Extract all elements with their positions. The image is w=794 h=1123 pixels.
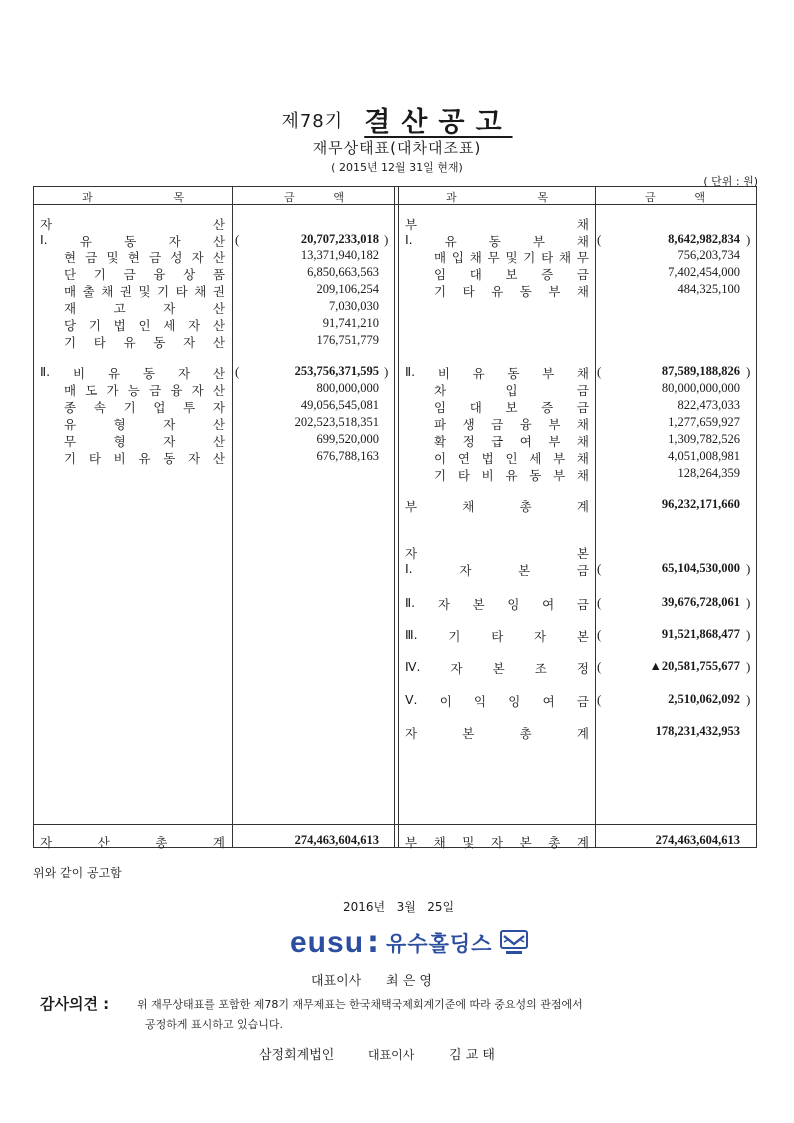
notice-title <box>0 100 794 139</box>
current-assets-label: Ⅰ. 유 동 자 산 <box>40 232 225 249</box>
total-assets-label: 자 산 총 계 <box>40 835 225 850</box>
total-liabilities-label: 부 채 총 계 <box>405 499 589 514</box>
total-liabilities-equity-amount: 274,463,604,613 <box>655 833 740 847</box>
liability-item-amount: 1,277,659,927 <box>668 415 740 429</box>
asset-item-amount: 49,056,545,081 <box>300 398 379 412</box>
noncurrent-assets-label: Ⅱ. 비 유 동 자 산 <box>40 364 225 381</box>
noncurrent-liabilities-label: Ⅱ. 비 유 동 부 채 <box>405 364 589 381</box>
equity-item-label: Ⅰ. 자 본 금 <box>405 561 589 578</box>
asset-item-amount: 676,788,163 <box>316 449 379 463</box>
document-title: 결산공고 <box>364 107 513 138</box>
asset-item-label: 종 속 기 업 투 자 <box>64 400 225 415</box>
liability-item-label: 기 타 유 동 부 채 <box>434 284 589 299</box>
liability-item-amount: 756,203,734 <box>677 248 740 262</box>
noncurrent-liabilities-amount: 87,589,188,826 <box>661 364 740 378</box>
as-of-date: ( 2015년 12월 31일 현재) <box>331 161 463 174</box>
total-equity-label: 자 본 총 계 <box>405 726 589 741</box>
current-liabilities-label: Ⅰ. 유 동 부 채 <box>405 232 589 249</box>
liability-item-amount: 1,309,782,526 <box>668 432 740 446</box>
company-logo: eusu : 유수홀딩스 <box>290 925 528 960</box>
auditor-role: 대표이사 <box>368 1048 415 1062</box>
noncurrent-assets-amount: 253,756,371,595 <box>294 364 379 378</box>
equity-item-amount: 39,676,728,061 <box>661 595 740 609</box>
asset-item-amount: 202,523,518,351 <box>294 415 379 429</box>
asset-item-label: 무 형 자 산 <box>64 434 225 449</box>
total-divider <box>34 824 756 825</box>
audit-opinion-line: 위 재무상태표를 포함한 제78기 재무제표는 한국채택국제회계기준에 따라 중요성의 관점에서 <box>137 998 583 1011</box>
total-liabilities-amount: 96,232,171,660 <box>661 497 740 511</box>
liability-item-label: 확 정 급 여 부 채 <box>434 434 589 449</box>
header-item-left: 과 목 <box>82 191 184 204</box>
asset-item-label: 당 기 법 인 세 자 산 <box>64 318 225 333</box>
balance-sheet-table: 과 목 금 액 과 목 금 액 자 산 Ⅰ. 유 동 자 산 ( 20,707,233,018 ) 현 금 및 현 금 성 자 산 13,371,940,182 단 기 금 융 상 품 6,850,663,563 매 출 채 권 및 기 타 채 권 209,106,254 재 고 자 산 7,030,030 당 기 법 인 세 자 산 91,741,210 기 타 유 동 자 산 176,751,779 Ⅱ. 비 유 동 자 산 ( 253,756,371,595 ) 매 도 가 능 금 융 자 산 800,000,000 종 속 기 업 투 자 49,056,545,081 유 형 자 산 202,523,518,351 무 형 자 산 699,520,000 기 타 비 유 동 자 산 676,788,163 자 산 총 계 274,463,604,613 부 채 Ⅰ. 유 동 부 채 ( 8,642,982,834 ) 매 입 채 무 및 기 타 채 무 756,203,734 임 대 보 증 금 7,402,454,000 기 타 유 동 부 채 484,325,100 Ⅱ. 비 유 동 부 채 ( 87,589,188,826 ) 차 입 금 80,000,000,000 임 대 보 증 금 822,473,033 파 생 금 융 부 채 1,277,659,927 확 정 급 여 부 채 1,309,782,526 이 연 법 인 세 부 채 4,051,008,981 기 타 비 유 동 부 채 128,264,359 부 채 총 계 96,232,171,660 자 본 Ⅰ. 자 본 금 ( 65,104,530,000 ) Ⅱ. 자 본 잉 여 금 ( 39,676,728,061 ) Ⅲ. 기 타 자 본 ( 91,521,868,477 ) Ⅳ. 자 본 조 정 ( ▲20,581,755,677 ) Ⅴ. 이 익 잉 여 금 ( 2,510,062,092 ) 자 본 총 계 178,231,432,953 부 채 및 자 본 총 계 274,463,604,613 <box>33 186 757 848</box>
logo-brand: eusu <box>290 925 365 959</box>
asset-item-amount: 800,000,000 <box>316 381 379 395</box>
asset-item-amount: 13,371,940,182 <box>300 248 379 262</box>
liability-item-amount: 822,473,033 <box>677 398 740 412</box>
liability-item-label: 이 연 법 인 세 부 채 <box>434 451 589 466</box>
header-amount-left: 금 액 <box>284 191 344 204</box>
equity-item-label: Ⅳ. 자 본 조 정 <box>405 659 589 676</box>
asset-item-amount: 91,741,210 <box>322 316 379 330</box>
header-item-right: 과 목 <box>446 191 548 204</box>
current-liabilities-amount: 8,642,982,834 <box>668 232 740 246</box>
assets-section-heading: 자 산 <box>40 217 225 232</box>
total-equity-amount: 178,231,432,953 <box>655 724 740 738</box>
equity-section-heading: 자 본 <box>405 546 589 561</box>
column-divider <box>595 187 596 847</box>
logo-company-name: 유수홀딩스 <box>386 931 493 956</box>
header-amount-right: 금 액 <box>645 191 705 204</box>
equity-item-amount: 65,104,530,000 <box>661 561 740 575</box>
asset-item-label: 기 타 유 동 자 산 <box>64 335 225 350</box>
ceo-signature-line: 대표이사 최 은 영 <box>311 974 432 989</box>
asset-item-label: 매 도 가 능 금 융 자 산 <box>64 383 225 398</box>
liability-item-label: 파 생 금 융 부 채 <box>434 417 589 432</box>
asset-item-label: 현 금 및 현 금 성 자 산 <box>64 250 225 265</box>
equity-item-amount: ▲20,581,755,677 <box>649 659 740 673</box>
liability-item-amount: 484,325,100 <box>677 282 740 296</box>
column-divider <box>394 187 395 847</box>
total-assets-amount: 274,463,604,613 <box>294 833 379 847</box>
liability-item-amount: 4,051,008,981 <box>668 449 740 463</box>
column-divider <box>398 187 399 847</box>
asset-item-amount: 6,850,663,563 <box>307 265 379 279</box>
audit-opinion-label: 감사의견 : <box>40 995 110 1013</box>
ship-emblem-icon <box>500 930 528 956</box>
asset-item-amount: 209,106,254 <box>316 282 379 296</box>
liability-item-label: 매 입 채 무 및 기 타 채 무 <box>434 250 589 265</box>
liabilities-section-heading: 부 채 <box>405 217 589 232</box>
current-assets-amount: 20,707,233,018 <box>300 232 379 246</box>
asset-item-amount: 176,751,779 <box>316 333 379 347</box>
asset-item-label: 단 기 금 융 상 품 <box>64 267 225 282</box>
liability-item-amount: 80,000,000,000 <box>661 381 740 395</box>
liability-item-label: 기 타 비 유 동 부 채 <box>434 468 589 483</box>
asset-item-label: 재 고 자 산 <box>64 301 225 316</box>
liability-item-amount: 7,402,454,000 <box>668 265 740 279</box>
equity-item-label: Ⅲ. 기 타 자 본 <box>405 627 589 644</box>
statement-subtitle: 재무상태표(대차대조표) <box>312 139 482 157</box>
asset-item-amount: 7,030,030 <box>329 299 379 313</box>
fiscal-period: 제78기 <box>281 111 344 132</box>
equity-item-amount: 2,510,062,092 <box>668 692 740 706</box>
auditor-firm: 삼정회계법인 <box>259 1048 335 1063</box>
unit-label: ( 단위 : 원) <box>703 175 758 188</box>
asset-item-label: 매 출 채 권 및 기 타 채 권 <box>64 284 225 299</box>
notice-statement: 위와 같이 공고함 <box>33 866 122 880</box>
asset-item-label: 유 형 자 산 <box>64 417 225 432</box>
auditor-name: 김 교 태 <box>449 1048 495 1063</box>
column-divider <box>232 187 233 847</box>
asset-item-label: 기 타 비 유 동 자 산 <box>64 451 225 466</box>
liability-item-label: 임 대 보 증 금 <box>434 400 589 415</box>
total-liabilities-equity-label: 부 채 및 자 본 총 계 <box>405 835 589 850</box>
audit-opinion-line: 공정하게 표시하고 있습니다. <box>145 1018 284 1031</box>
asset-item-amount: 699,520,000 <box>316 432 379 446</box>
liability-item-label: 차 입 금 <box>434 383 589 398</box>
equity-item-label: Ⅴ. 이 익 잉 여 금 <box>405 692 589 709</box>
liability-item-amount: 128,264,359 <box>677 466 740 480</box>
liability-item-label: 임 대 보 증 금 <box>434 267 589 282</box>
equity-item-amount: 91,521,868,477 <box>661 627 740 641</box>
equity-item-label: Ⅱ. 자 본 잉 여 금 <box>405 595 589 612</box>
notice-date: 2016년 3월 25일 <box>343 900 455 914</box>
